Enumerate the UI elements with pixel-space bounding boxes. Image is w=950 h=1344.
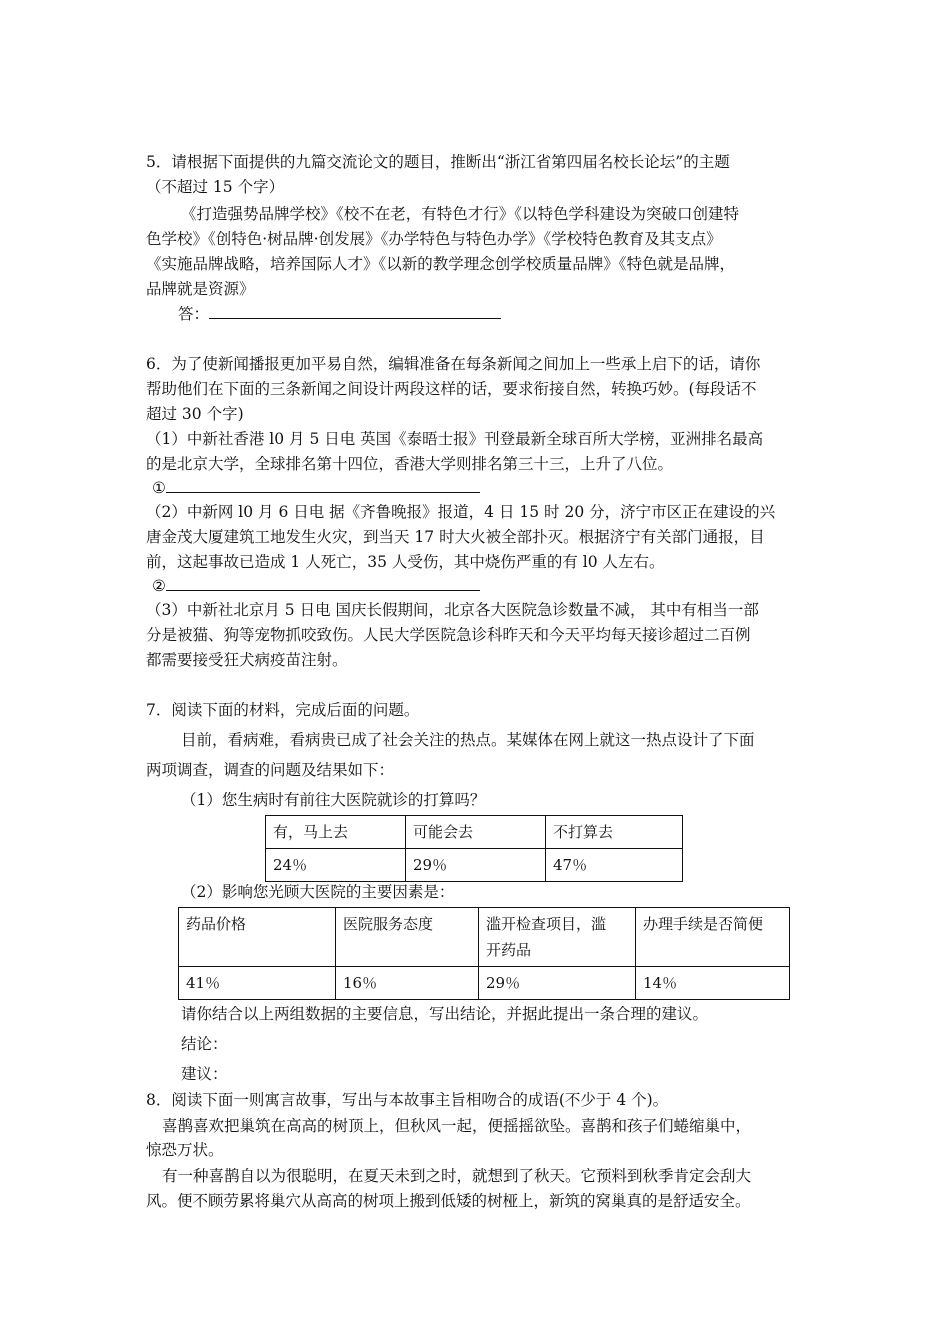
- q6-news3-line3: 都需要接受狂犬病疫苗注射。: [146, 651, 348, 669]
- q6-blank2[interactable]: [166, 574, 480, 591]
- q5-line1: 5．请根据下面提供的九篇交流论文的题目，推断出“浙江省第四届名校长论坛”的主题: [146, 153, 730, 171]
- q6-blank2-line: [152, 574, 480, 598]
- table-cell: 47％: [546, 849, 683, 882]
- q7-line1: 7．阅读下面的材料，完成后面的问题。: [146, 701, 420, 719]
- q8-para1-line2: 惊恐万状。: [146, 1141, 224, 1159]
- q6-intro-line1: 6．为了使新闻播报更加平易自然，编辑准备在每条新闻之间加上一些承上启下的话，请你: [146, 355, 761, 373]
- q7-para-line1: 目前，看病难，看病贵已成了社会关注的热点。某媒体在网上就这一热点设计了下面: [181, 731, 755, 749]
- table-cell: 29％: [406, 849, 546, 882]
- table-cell: 29％: [479, 967, 636, 1000]
- q6-news1-line2: 的是北京大学，全球排名第十四位，香港大学则排名第三十三，上升了八位。: [146, 455, 674, 473]
- q7-conclusion-label: 结论：: [181, 1035, 228, 1053]
- q7-instruction: 请你结合以上两组数据的主要信息，写出结论，并据此提出一条合理的建议。: [181, 1005, 709, 1023]
- table-cell: 药品价格: [179, 908, 336, 967]
- q7-survey2-question: （2）影响您光顾大医院的主要因素是：: [181, 883, 455, 901]
- q8-para1-line1: 喜鹊喜欢把巢筑在高高的树顶上，但秋风一起，便摇摇欲坠。喜鹊和孩子们蜷缩巢中，: [162, 1117, 752, 1135]
- q8-para2-line2: 风。便不顾劳累将巢穴从高高的树项上搬到低矮的树桠上，新筑的窝巢真的是舒适安全。: [146, 1192, 751, 1210]
- q6-news2-line1: （2）中新网 l0 月 6 日电 据《齐鲁晚报》报道，4 日 15 时 20 分，济宁市区正在建设的兴: [146, 503, 776, 521]
- q5-titles-line2: 色学校》《创特色·树品牌·创发展》《办学特色与特色办学》《学校特色教育及其支点》: [146, 230, 722, 248]
- q5-answer-line: [178, 302, 501, 326]
- table-cell-line: 开药品: [486, 941, 532, 959]
- q5-answer-blank[interactable]: [209, 302, 501, 319]
- table-row: [266, 849, 683, 882]
- table-row: [179, 967, 790, 1000]
- q6-news2-line3: 前，这起事故已造成 1 人死亡，35 人受伤，其中烧伤严重的有 l0 人左右。: [146, 553, 665, 571]
- table-cell: 41％: [179, 967, 336, 1000]
- q5-line2: （不超过 15 个字）: [146, 178, 285, 196]
- q5-titles-line4: 品牌就是资源》: [146, 280, 255, 298]
- q6-blank1-line: [152, 476, 480, 500]
- table-cell: 医院服务态度: [336, 908, 479, 967]
- q6-news3-line2: 分是被猫、狗等宠物抓咬致伤。人民大学医院急诊科昨天和今天平均每天接诊超过二百例: [146, 626, 751, 644]
- table-cell-line: 滥开检查项目，滥: [486, 915, 607, 933]
- table-cell: [479, 908, 636, 967]
- q7-suggestion-label: 建议：: [181, 1065, 228, 1083]
- q5-titles-line3: 《实施品牌战略，培养国际人才》《以新的教学理念创学校质量品牌》《特色就是品牌，: [146, 255, 736, 273]
- q7-para-line2: 两项调查，调查的问题及结果如下：: [146, 761, 395, 779]
- q6-news2-line2: 唐金茂大厦建筑工地发生火灾，到当天 17 时大火被全部扑灭。根据济宁有关部门通报，目: [146, 528, 765, 546]
- q6-intro-line3: 超过 30 个字): [146, 405, 244, 423]
- q6-blank1[interactable]: [166, 476, 480, 493]
- q5-answer-label: 答：: [178, 305, 210, 323]
- survey1-table: [265, 815, 683, 882]
- q7-survey1-question: （1）您生病时有前往大医院就诊的打算吗？: [181, 791, 486, 809]
- table-cell: 24％: [266, 849, 406, 882]
- q8-line1: 8．阅读下面一则寓言故事，写出与本故事主旨相吻合的成语(不少于 4 个)。: [146, 1091, 669, 1109]
- q6-blank2-mark: ②: [152, 577, 166, 595]
- table-row: [179, 908, 790, 967]
- survey2-table: [178, 907, 790, 1000]
- q6-intro-line2: 帮助他们在下面的三条新闻之间设计两段这样的话，要求衔接自然，转换巧妙。(每段话不: [146, 380, 757, 398]
- q5-titles-line1: 《打造强势品牌学校》《校不在老，有特色才行》《以特色学科建设为突破口创建特: [181, 205, 740, 223]
- q6-blank1-mark: ①: [152, 479, 166, 497]
- table-cell: 不打算去: [546, 816, 683, 849]
- table-row: [266, 816, 683, 849]
- table-cell: 14％: [636, 967, 790, 1000]
- q6-news3-line1: （3）中新社北京月 5 日电 国庆长假期间，北京各大医院急诊数量不减， 其中有相当一部: [146, 601, 759, 619]
- q6-news1-line1: （1）中新社香港 l0 月 5 日电 英国《泰晤士报》刊登最新全球百所大学榜，亚洲排名最高: [146, 430, 764, 448]
- q8-para2-line1: 有一种喜鹊自以为很聪明，在夏天未到之时，就想到了秋天。它预料到秋季肯定会刮大: [162, 1167, 752, 1185]
- table-cell: 有，马上去: [266, 816, 406, 849]
- table-cell: 可能会去: [406, 816, 546, 849]
- table-cell: 16％: [336, 967, 479, 1000]
- table-cell: 办理手续是否简便: [636, 908, 790, 967]
